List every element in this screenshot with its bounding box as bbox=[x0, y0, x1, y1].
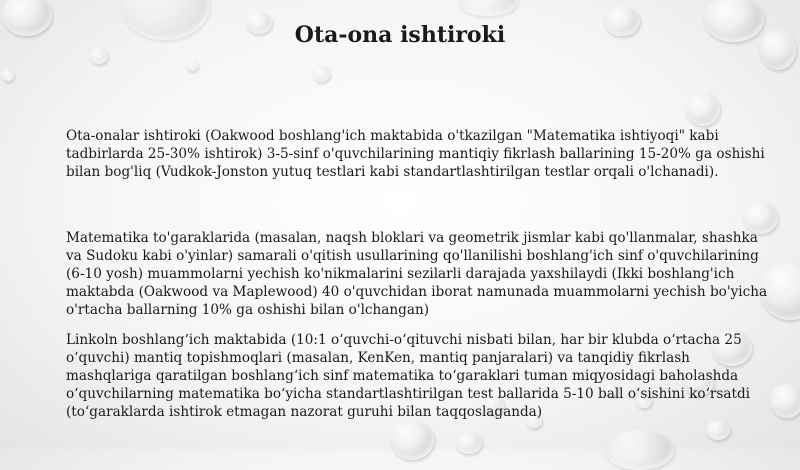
water-drop-decoration bbox=[313, 66, 330, 82]
water-drop-decoration bbox=[186, 60, 198, 71]
paragraph-math-clubs: Matematika to'garaklarida (masalan, naqsh bloklari va geometrik jismlar kabi qo'llanmalar, shashka va Sudoku kabi o'yinlar) samarali o'qitish usullarining qo'llanilishi boshlang'ich sinf o'quvchilarining (6-10 yosh) muammolarni yechish ko'nikmalarini sezilarli darajada yaxshilaydi (Ikki boshlang'ich maktabda (Oakwood va Maplewood) 40 o'quvchidan iborat namunada muammolarni yechish bo'yicha o'rtacha ballarning 10% ga oshishi bilan o'lchangan) bbox=[66, 230, 768, 318]
water-drop-decoration bbox=[2, 70, 14, 81]
paragraph-lincoln-school: Linkoln boshlang‘ich maktabida (10:1 o‘quvchi-o‘qituvchi nisbati bilan, har bir klubda o‘rtacha 25 o‘quvchi) mantiq topishmoqlari (masalan, KenKen, mantiq panjaralari) va tanqidiy fikrlash mashqlariga qaratilgan boshlang‘ich sinf matematika to‘garaklari tuman miqyosidagi baholashda o‘quvchilarning matematika bo‘yicha standartlashtirilgan test ballarida 5-10 ball o‘sishini ko‘rsatdi (to‘garaklarda ishtirok etmagan nazorat guruhi bilan taqqoslaganda) bbox=[66, 332, 751, 420]
water-drop-decoration bbox=[686, 92, 720, 126]
water-drop-decoration bbox=[604, 430, 674, 470]
slide-title: Ota-ona ishtiroki bbox=[294, 22, 506, 48]
paragraph-parent-involvement: Ota-onalar ishtiroki (Oakwood boshlang'ich maktabida o'tkazilgan "Matematika ishtiyoqi" kabi tadbirlarda 25-30% ishtirok) 3-5-sinf o'quvchilarining mantiqiy fikrlash ballarining 15-20% ga oshishi bilan bog'liq (Vudkok-Jonston yutuq testlari kabi standartlashtirilgan testlar orqali o'lchanadi). bbox=[66, 128, 765, 180]
water-drop-decoration bbox=[90, 48, 108, 64]
water-drop-decoration bbox=[706, 420, 730, 440]
water-drop-decoration bbox=[458, 0, 518, 16]
water-drop-decoration bbox=[390, 420, 434, 460]
water-drop-decoration bbox=[456, 432, 482, 454]
